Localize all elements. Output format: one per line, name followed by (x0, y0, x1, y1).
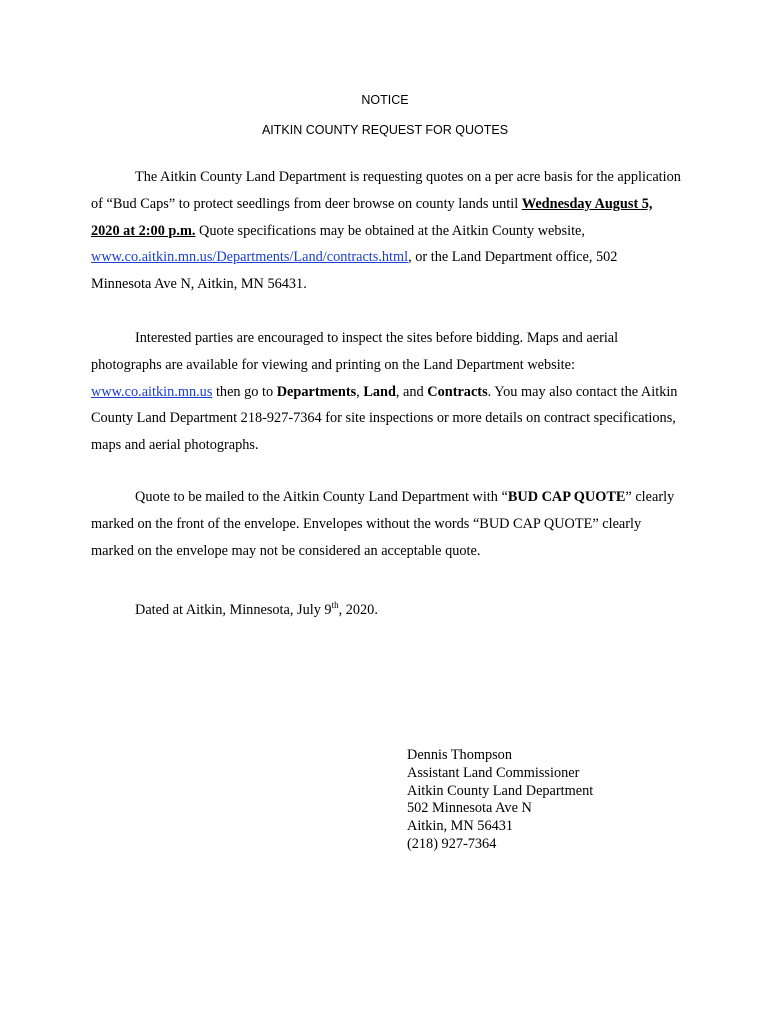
signature-block (407, 747, 593, 854)
notice-subtitle: AITKIN COUNTY REQUEST FOR QUOTES (261, 123, 509, 137)
paragraph-request: The Aitkin County Land Department is requesting quotes on a per acre basis for the application of “Bud Caps” to protect seedlings from deer browse on county lands until Wednesday August 5, 2020 at 2:00 p.m. Quote specifications may be obtained at the Aitkin County website, www.co.aitkin.mn.us/Departments/Land/contracts.html, or the Land Department office, 502 Minnesota Ave N, Aitkin, MN 56431. (91, 169, 681, 293)
notice-title: NOTICE (361, 93, 409, 107)
signer-phone: (218) 927-7364 (407, 835, 497, 852)
deadline-text: Wednesday August 5, 2020 at 2:00 p.m. (91, 195, 653, 239)
contracts-label: Contracts (427, 383, 488, 400)
paragraph-mailing: Quote to be mailed to the Aitkin County Land Department with “BUD CAP QUOTE” clearly marked on the front of the envelope. Envelopes without the words “BUD CAP QUOTE” clearly marked on the envelope may not be considered an acceptable quote. (91, 489, 675, 559)
dated-line: Dated at Aitkin, Minnesota, July 9th, 2020. (135, 600, 378, 618)
signer-city: Aitkin, MN 56431 (407, 818, 514, 835)
departments-label: Departments (276, 383, 357, 400)
signer-title: Assistant Land Commissioner (407, 764, 580, 781)
contracts-link[interactable]: www.co.aitkin.mn.us/Departments/Land/contracts.html (91, 249, 409, 266)
signer-name: Dennis Thompson (407, 747, 512, 763)
website-link[interactable]: www.co.aitkin.mn.us (91, 383, 213, 400)
bud-cap-quote-label: BUD CAP QUOTE (507, 489, 626, 505)
land-label: Land (363, 383, 396, 400)
paragraph-inspect: Interested parties are encouraged to inspect the sites before bidding. Maps and aerial photographs are available for viewing and printing on the Land Department website: www.co.aitkin.mn.us then go to Departments, Land, and Contracts. You may also contact the Aitkin County Land Department 218-927-7364 for site inspections or more details on contract specifications, maps and aerial photographs. (91, 330, 678, 454)
signer-department: Aitkin County Land Department (407, 782, 594, 799)
signer-address: 502 Minnesota Ave N (407, 800, 532, 817)
